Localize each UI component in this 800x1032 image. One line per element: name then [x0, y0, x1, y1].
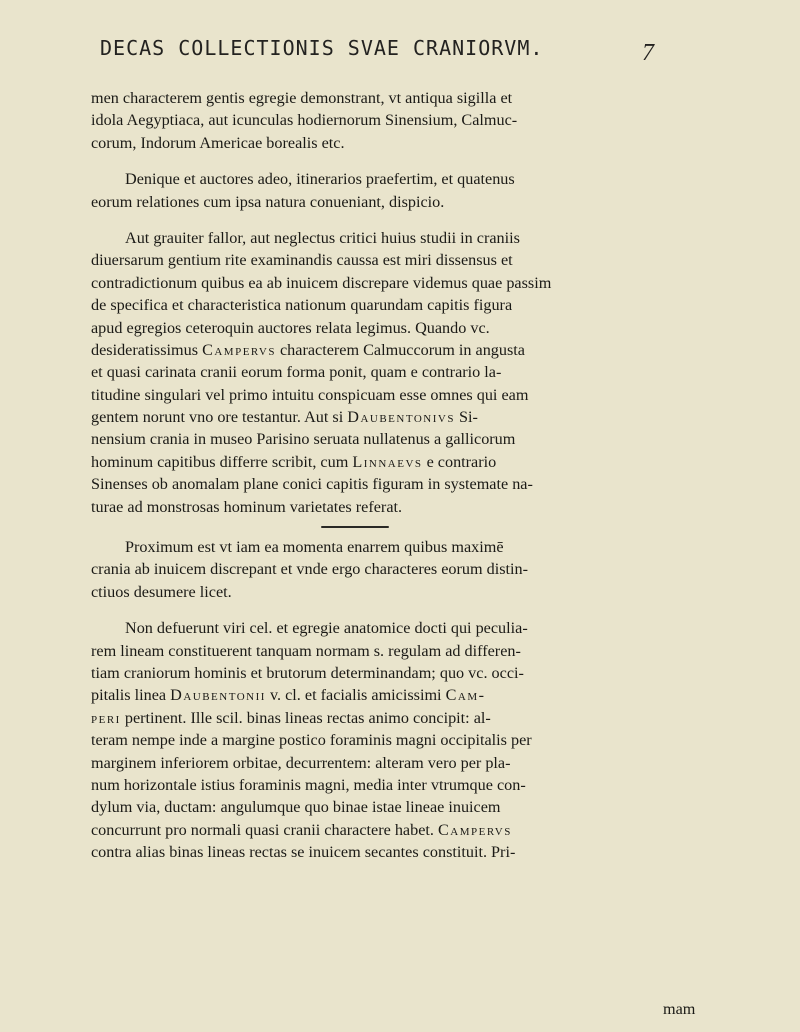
- text-line: desideratissimus Campervs characterem Calmuccorum in angusta: [91, 340, 525, 359]
- text-line: de specifica et characteristica nationum quarundam capitis figura: [91, 296, 513, 315]
- author-name: Cam-: [445, 686, 486, 705]
- paragraph: [91, 617, 711, 863]
- text-line: Sinenses ob anomalam plane conici capitis figuram in systemate na-: [91, 475, 533, 494]
- text-line: diuersarum gentium rite examinandis caussa est miri dissensus et: [91, 251, 513, 270]
- text-line: apud egregios ceteroquin auctores relata legimus. Quando vc.: [91, 318, 490, 337]
- paragraph: [91, 227, 711, 518]
- text-line: corum, Indorum Americae borealis etc.: [91, 133, 345, 152]
- author-name: Linnaevs: [352, 452, 423, 471]
- text-line: eorum relationes cum ipsa natura conueniant, dispicio.: [91, 192, 445, 211]
- text-line: Denique et auctores adeo, itinerarios praefertim, et quatenus: [125, 170, 515, 189]
- text-line: turae ad monstrosas hominum varietates referat.: [91, 497, 403, 516]
- author-name: Daubentonivs: [347, 408, 455, 427]
- paragraph: [91, 536, 711, 603]
- text-line: titudine singulari vel primo intuitu conspicuam esse omnes qui eam: [91, 385, 529, 404]
- paragraph: [91, 168, 711, 213]
- text-line: contradictionum quibus ea ab inuicem discrepare videmus quae passim: [91, 273, 552, 292]
- text-line: Aut grauiter fallor, aut neglectus critici huius studii in craniis: [125, 228, 520, 247]
- text-line: idola Aegyptiaca, aut icunculas hodiernorum Sinensium, Calmuc-: [91, 111, 518, 130]
- text-line: contra alias binas lineas rectas se inuicem secantes constituit. Pri-: [91, 843, 516, 862]
- paragraph: [91, 87, 711, 154]
- text-line: pitalis linea Daubentonii v. cl. et facialis amicissimi Cam-: [91, 686, 486, 705]
- text-line: rem lineam constituerent tanquam normam s. regulam ad differen-: [91, 641, 521, 660]
- text-line: Non defuerunt viri cel. et egregie anatomice docti qui peculia-: [125, 619, 528, 638]
- text-line: crania ab inuicem discrepant et vnde ergo characteres eorum distin-: [91, 560, 529, 579]
- text-line: teram nempe inde a margine postico foraminis magni occipitalis per: [91, 731, 532, 750]
- text-line: nensium crania in museo Parisino seruata nullatenus a gallicorum: [91, 430, 516, 449]
- page-number: 7: [642, 40, 654, 66]
- text-line: dylum via, ductam: angulumque quo binae istae lineae inuicem: [91, 798, 501, 817]
- author-name: peri: [91, 708, 121, 727]
- text-line: concurrunt pro normali quasi cranii charactere habet. Campervs: [91, 820, 512, 839]
- text-line: tiam craniorum hominis et brutorum determinandam; quo vc. occi-: [91, 663, 524, 682]
- text-line: gentem norunt vno ore testantur. Aut si Daubentonivs Si-: [91, 408, 478, 427]
- page-header: [0, 36, 800, 66]
- text-line: Proximum est vt iam ea momenta enarrem quibus maximē: [125, 538, 504, 557]
- running-head: DECAS COLLECTIONIS SVAE CRANIORVM.: [100, 36, 544, 60]
- section-divider: [91, 518, 711, 536]
- text-line: peri pertinent. Ille scil. binas lineas rectas animo concipit: al-: [91, 708, 491, 727]
- catchword: mam: [663, 1000, 696, 1018]
- text-line: num horizontale istius foraminis magni, media inter vtrumque con-: [91, 775, 526, 794]
- text-line: ctiuos desumere licet.: [91, 582, 232, 601]
- text-line: marginem inferiorem orbitae, decurrentem: alteram vero per pla-: [91, 753, 511, 772]
- author-name: Campervs: [202, 340, 276, 359]
- body-text: [91, 87, 711, 864]
- text-line: hominum capitibus differre scribit, cum Linnaevs e contrario: [91, 452, 497, 471]
- author-name: Campervs: [437, 820, 512, 839]
- text-line: et quasi carinata cranii eorum forma ponit, quam e contrario la-: [91, 363, 502, 382]
- author-name: Daubentonii: [170, 686, 266, 705]
- text-line: men characterem gentis egregie demonstrant, vt antiqua sigilla et: [91, 89, 513, 107]
